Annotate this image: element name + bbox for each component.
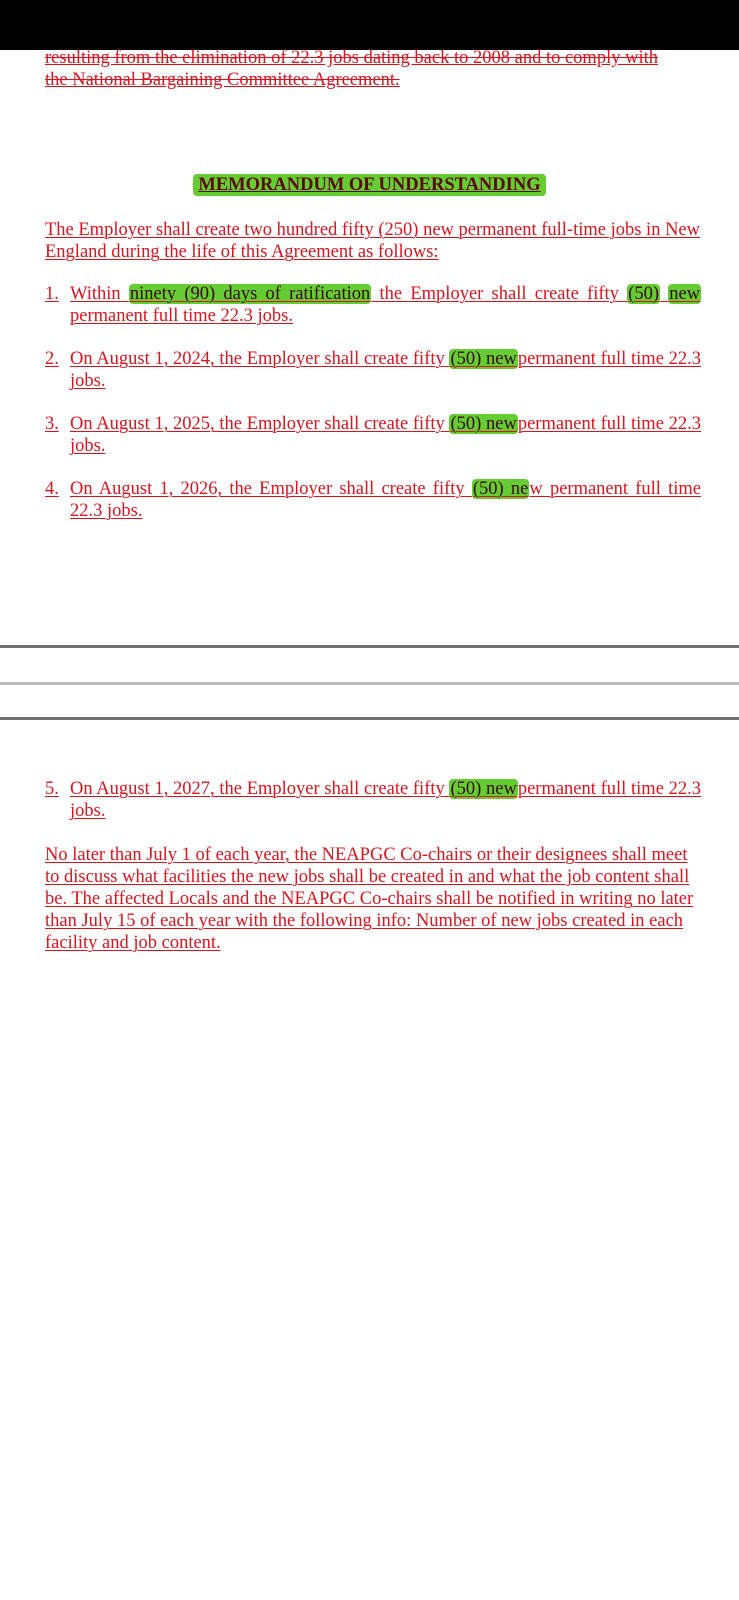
- list-item-text: [70, 283, 701, 327]
- item-text-post: w permanent full time 22.3 jobs.: [70, 479, 702, 521]
- highlight: (50) new: [450, 349, 517, 369]
- item-text-pre: Within: [70, 284, 121, 304]
- item-text-post: permanent full time 22.3 jobs.: [70, 349, 701, 391]
- list-number: 5.: [45, 779, 59, 799]
- list-item-2: [45, 348, 701, 392]
- carryover-line-1: resulting from the elimination of 22.3 jobs dating back to 2008 and to comply with: [45, 48, 658, 68]
- list-item-text: [70, 478, 701, 522]
- mou-title: MEMORANDUM OF UNDERSTANDING: [193, 174, 545, 196]
- highlight: ninety (90) days of ratification: [129, 284, 371, 304]
- carryover-paragraph: [45, 47, 700, 91]
- list-item-text: [70, 413, 701, 457]
- list-item-4: [45, 478, 701, 522]
- highlight: new: [669, 284, 701, 304]
- item-text-pre: On August 1, 2026, the Employer shall create fifty: [70, 479, 465, 499]
- item-text-pre: On August 1, 2025, the Employer shall create fifty: [70, 414, 445, 434]
- page-title: [0, 175, 739, 196]
- list-item-text: [70, 778, 701, 822]
- carryover-line-2: the National Bargaining Committee Agreement.: [45, 70, 400, 90]
- list-number: 1.: [45, 284, 59, 304]
- list-item-text: [70, 348, 701, 392]
- item-text-pre: On August 1, 2027, the Employer shall create fifty: [70, 779, 445, 799]
- page-divider: [0, 682, 739, 685]
- intro-paragraph: The Employer shall create two hundred fifty (250) new permanent full-time jobs in New England during the life of this Agreement as follows:: [45, 220, 701, 262]
- list-number: 3.: [45, 414, 59, 434]
- list-number: 2.: [45, 349, 59, 369]
- item-text-pre: On August 1, 2024, the Employer shall create fifty: [70, 349, 445, 369]
- item-text-post: permanent full time 22.3 jobs.: [70, 414, 701, 456]
- list-item-5: [45, 778, 701, 822]
- item-text-mid: the Employer shall create fifty: [379, 284, 619, 304]
- highlight: (50) ne: [472, 479, 529, 499]
- item-text-post: permanent full time 22.3 jobs.: [70, 306, 293, 326]
- closing-paragraph: No later than July 1 of each year, the NEAPGC Co-chairs or their designees shall meet to discuss what facilities the new jobs shall be created in and what the job content shall be. The affected Locals and the NEAPGC Co-chairs shall be notified in writing no later than July 15 of each year with the following info: Number of new jobs created in each facility and job content.: [45, 845, 694, 953]
- list-item-3: [45, 413, 701, 457]
- page-divider: [0, 717, 739, 720]
- highlight: (50): [628, 284, 659, 304]
- list-item-1: [45, 283, 701, 327]
- highlight: (50) new: [450, 414, 517, 434]
- list-number: 4.: [45, 479, 59, 499]
- highlight: (50) new: [450, 779, 517, 799]
- page-divider: [0, 645, 739, 648]
- status-bar: [0, 0, 739, 50]
- item-text-post: permanent full time 22.3 jobs.: [70, 779, 701, 821]
